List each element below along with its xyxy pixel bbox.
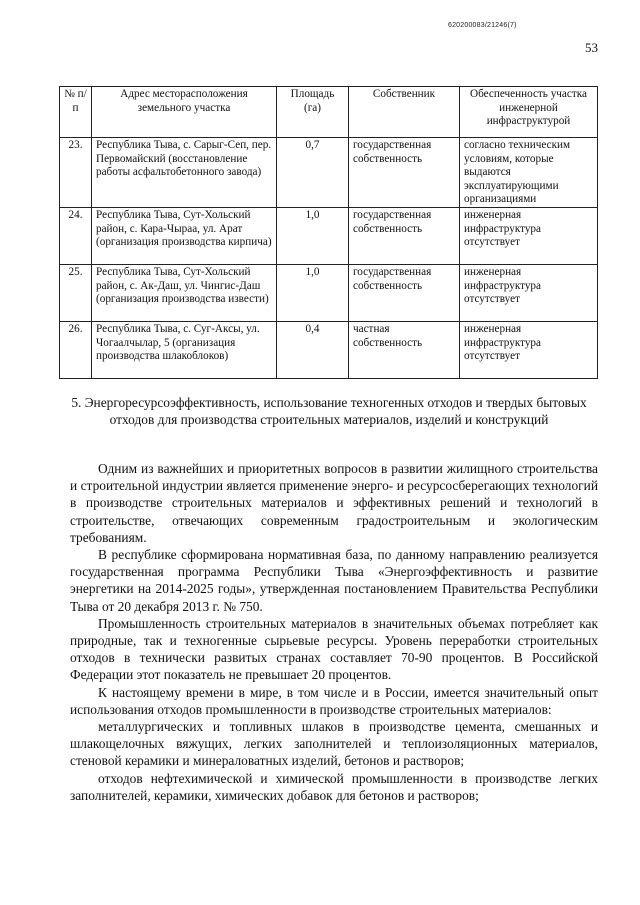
list-item: отходов нефтехимической и химической промышленности в производстве легких заполнителей, керамики, химических добавок для бетонов и растворов;	[70, 770, 598, 803]
document-number: 620200083/21246(7)	[448, 22, 517, 29]
row-owner: государственная собственность	[349, 207, 460, 264]
table-row	[60, 264, 598, 321]
header-owner: Собственник	[349, 87, 460, 138]
row-address: Республика Тыва, с. Суг-Аксы, ул. Чогаалчылар, 5 (организация производства шлакоблоков)	[92, 321, 277, 378]
row-owner: частная собственность	[349, 321, 460, 378]
paragraph: Одним из важнейших и приоритетных вопросов в развитии жилищного строительства и строительной индустрии является применение энерго- и ресурсосберегающих технологий в производстве строительных материалов и эффективных решений и технологий в строительстве, отвечающих современным градостроительным и экологическим требованиям.	[70, 461, 598, 545]
row-infrastructure: согласно техническим условиям, которые выдаются эксплуатирующими организациями	[460, 138, 598, 208]
header-number: № п/п	[60, 87, 92, 138]
header-address: Адрес месторасположения земельного участка	[92, 87, 277, 138]
row-infrastructure: инженерная инфраструктура отсутствует	[460, 207, 598, 264]
section-heading: 5. Энергоресурсоэффективность, использование техногенных отходов и твердых бытовых отходов для производства строительных материалов, изделий и конструкций	[71, 395, 587, 427]
paragraph: К настоящему времени в мире, в том числе и в России, имеется значительный опыт использования отходов промышленности в производстве строительных материалов:	[70, 684, 598, 717]
paragraph: В республике сформирована нормативная база, по данному направлению реализуется государственная программа Республики Тыва «Энергоэффективность и развитие энергетики на 2014-2025 годы», утвержденная постановлением Правительства Республики Тыва от 20 декабря 2013 г. № 750.	[70, 547, 598, 614]
body-text	[70, 460, 598, 804]
row-area: 0,7	[277, 138, 349, 208]
row-area: 0,4	[277, 321, 349, 378]
row-area: 1,0	[277, 264, 349, 321]
table-row	[60, 207, 598, 264]
row-infrastructure: инженерная инфраструктура отсутствует	[460, 321, 598, 378]
table-row	[60, 321, 598, 378]
list-item: металлургических и топливных шлаков в производстве цемента, смешанных и шлакощелочных вяжущих, легких заполнителей и теплоизоляционных материалов, стеновой керамики и минераловатных изделий, бетонов и растворов;	[70, 719, 598, 769]
row-address: Республика Тыва, Сут-Хольский район, с. Ак-Даш, ул. Чингис-Даш (организация производства извести)	[92, 264, 277, 321]
row-owner: государственная собственность	[349, 264, 460, 321]
table-header-row	[60, 87, 598, 138]
header-area: Площадь (га)	[277, 87, 349, 138]
header-infrastructure: Обеспеченность участка инженерной инфраструктурой	[460, 87, 598, 138]
row-area: 1,0	[277, 207, 349, 264]
row-address: Республика Тыва, Сут-Хольский район, с. Кара-Чыраа, ул. Арат (организация производства кирпича)	[92, 207, 277, 264]
row-number: 24.	[60, 207, 92, 264]
row-address: Республика Тыва, с. Сарыг-Сеп, пер. Первомайский (восстановление работы асфальтобетонного завода)	[92, 138, 277, 208]
table-row	[60, 138, 598, 208]
paragraph: Промышленность строительных материалов в значительных объемах потребляет как природные, так и техногенные сырьевые ресурсы. Уровень переработки строительных отходов в технически развитых странах составляет 70-90 процентов. В Российской Федерации этот показатель не превышает 20 процентов.	[70, 615, 598, 683]
row-number: 23.	[60, 138, 92, 208]
land-plots-table	[59, 86, 598, 379]
row-number: 25.	[60, 264, 92, 321]
row-owner: государственная собственность	[349, 138, 460, 208]
row-number: 26.	[60, 321, 92, 378]
page-number: 53	[585, 40, 598, 55]
row-infrastructure: инженерная инфраструктура отсутствует	[460, 264, 598, 321]
